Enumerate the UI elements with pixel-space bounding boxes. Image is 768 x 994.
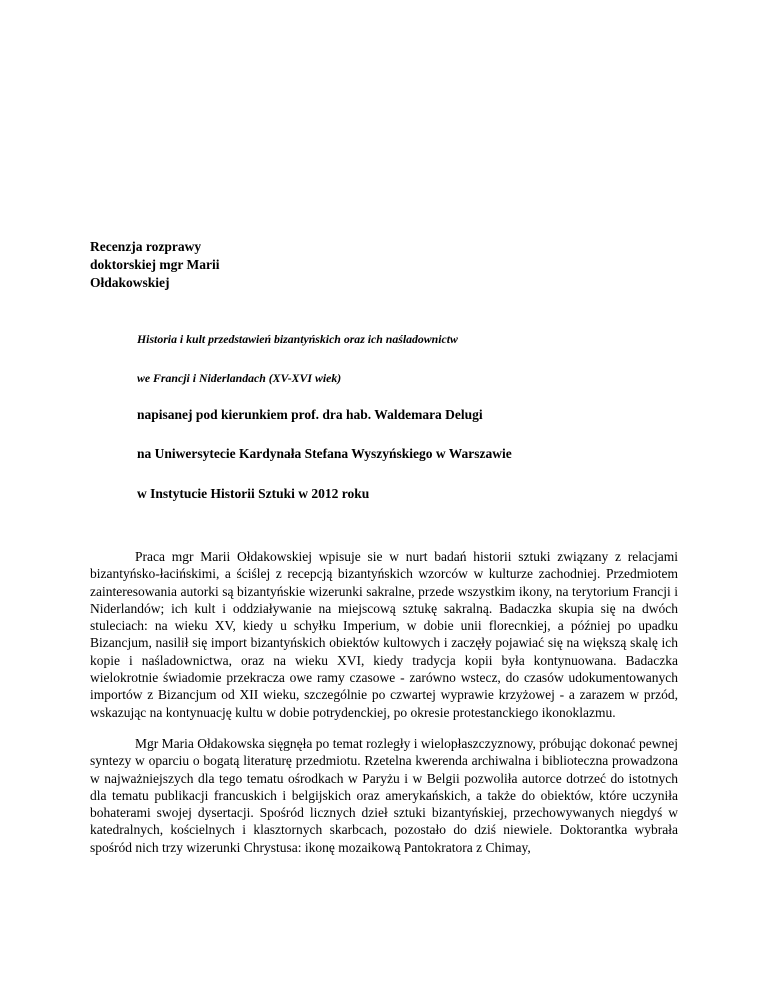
- thesis-supervisor: napisanej pod kierunkiem prof. dra hab. Waldemara Delugi: [137, 407, 483, 422]
- paragraph-2: Mgr Maria Ołdakowska sięgnęła po temat rozległy i wielopłaszczyznowy, próbując dokonać pewnej syntezy w oparciu o bogatą literaturę przedmiotu. Rzetelna kwerenda archiwalna i biblioteczna prowadzona w najważniejszych dla tego tematu ośrodkach w Paryżu i w Belgii pozwoliła autorce dotrzeć do istotnych dla tematu publikacji francuskich i belgijskich oraz amerykańskich, a także do obiektów, które uczyniła bohaterami swojej dysertacji. Spośród licznych dzieł sztuki bizantyńskiej, przechowywanych niegdyś w katedralnych, kościelnych i klasztornych skarbcach, pozostało do dziś niewiele. Doktorantka wybrała spośród nich trzy wizerunki Chrystusa: ikonę mozaikową Pantokratora z Chimay,: [90, 735, 678, 855]
- review-body: [90, 548, 678, 870]
- review-title: [90, 238, 350, 292]
- thesis-title-line-1: Historia i kult przedstawień bizantyńskich oraz ich naśladownictw: [137, 332, 458, 346]
- thesis-university: na Uniwersytecie Kardynała Stefana Wyszyńskiego w Warszawie: [137, 446, 512, 461]
- review-title-line-1: Recenzja rozprawy: [90, 239, 202, 254]
- paragraph-1: Praca mgr Marii Ołdakowskiej wpisuje sie w nurt badań historii sztuki związany z relacjami bizantyńsko-łacińskimi, a ściślej z recepcją bizantyńskich wzorców w kulturze zachodniej. Przedmiotem zainteresowania autorki są bizantyńskie wizerunki sakralne, przede wszystkim ikony, na terytorium Francji i Niderlandów; ich kult i oddziaływanie na miejscową sztukę sakralną. Badaczka skupia się na dwóch stuleciach: na wieku XV, kiedy u schyłku Imperium, w dobie unii florecnkiej, a później po upadku Bizancjum, nasilił się import bizantyńskich obiektów kultowych i zaczęły pojawiać się na większą skalę ich kopie i naśladownictwa, oraz na wieku XVI, kiedy tradycja kopii była kontynuowana. Badaczka wielokrotnie świadomie przekracza owe ramy czasowe - zarówno wstecz, do czasów udokumentowanych importów z Bizancjum od XII wieku, szczególnie po czwartej wyprawie krzyżowej - a zarazem w przód, wskazując na kontynuację kultu w dobie potrydenckiej, po okresie protestanckiego ikonoklazmu.: [90, 549, 678, 720]
- thesis-institute: w Instytucie Historii Sztuki w 2012 roku: [137, 486, 370, 501]
- review-title-line-2: doktorskiej mgr Marii: [90, 257, 220, 272]
- thesis-title-line-2: we Francji i Niderlandach (XV-XVI wiek): [137, 371, 342, 385]
- review-title-line-3: Ołdakowskiej: [90, 275, 170, 290]
